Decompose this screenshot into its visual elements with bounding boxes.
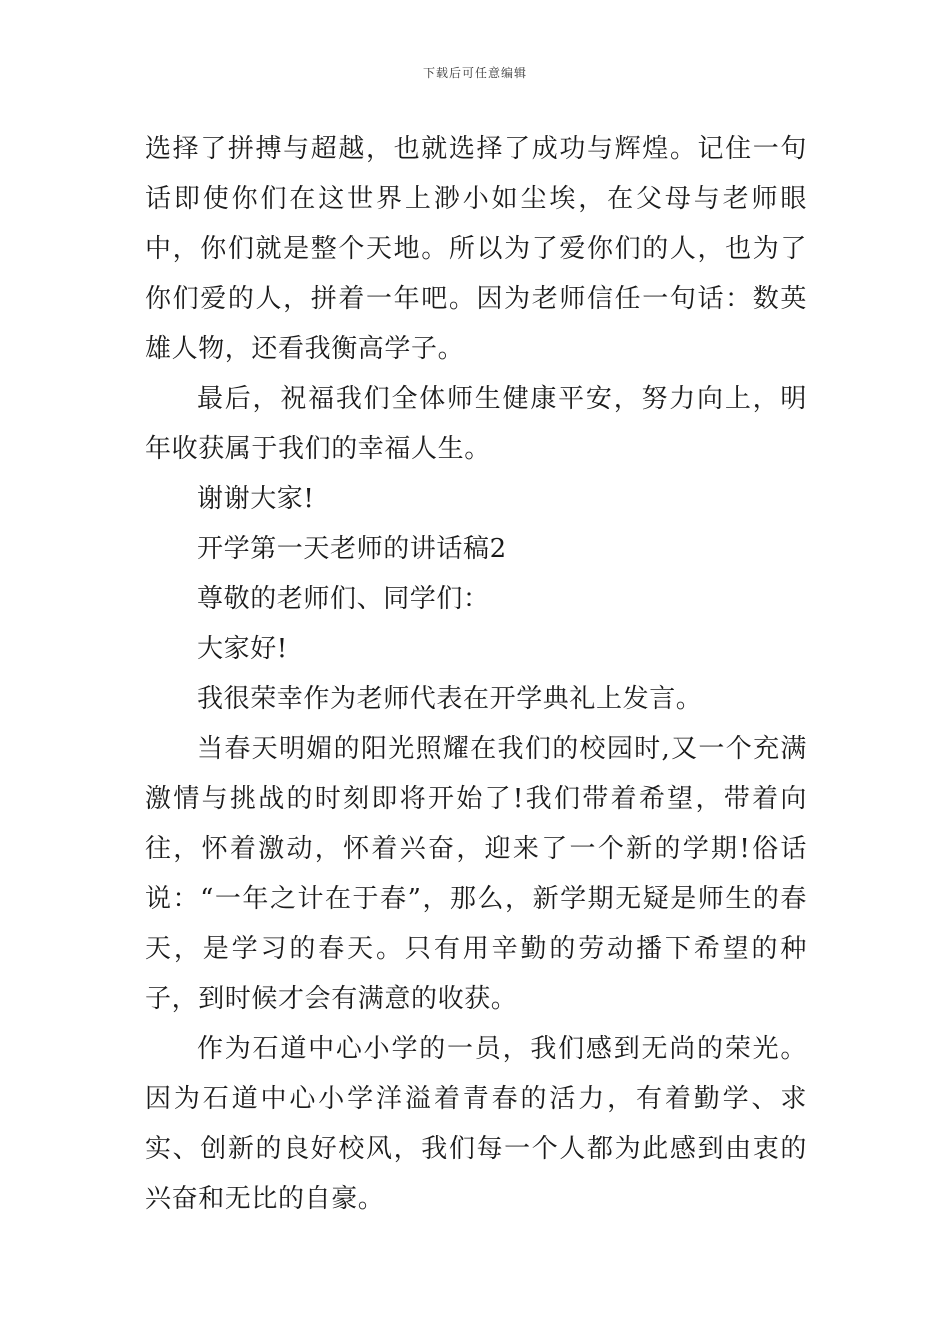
- page-header: 下载后可任意编辑: [422, 66, 527, 80]
- paragraph-9: 作为石道中心小学的一员，我们感到无尚的荣光。因为石道中心小学洋溢着青春的活力，有着勤学、求实、创新的良好校风，我们每一个人都为此感到由衷的兴奋和无比的自豪。: [145, 1034, 807, 1214]
- paragraph-7: 我很荣幸作为老师代表在开学典礼上发言。: [197, 684, 703, 714]
- document-body: [145, 124, 807, 1224]
- section-title: 开学第一天老师的讲话稿2: [197, 534, 507, 564]
- paragraph-1: 选择了拼搏与超越，也就选择了成功与辉煌。记住一句话即使你们在这世界上渺小如尘埃，在父母与老师眼中，你们就是整个天地。所以为了爱你们的人，也为了你们爱的人，拼着一年吧。因为老师信任一句话：数英雄人物，还看我衡高学子。: [145, 134, 807, 364]
- salutation: 尊敬的老师们、同学们：: [197, 584, 490, 614]
- paragraph-3: 谢谢大家!: [197, 484, 315, 514]
- paragraph-8: 当春天明媚的阳光照耀在我们的校园时,又一个充满激情与挑战的时刻即将开始了!我们带着希望，带着向往，怀着激动，怀着兴奋，迎来了一个新的学期!俗话说：“一年之计在于春”，那么，新学期无疑是师生的春天，是学习的春天。只有用辛勤的劳动播下希望的种子，到时候才会有满意的收获。: [145, 734, 807, 1014]
- paragraph-2: 最后，祝福我们全体师生健康平安，努力向上，明年收获属于我们的幸福人生。: [145, 384, 807, 464]
- greeting: 大家好!: [197, 634, 288, 664]
